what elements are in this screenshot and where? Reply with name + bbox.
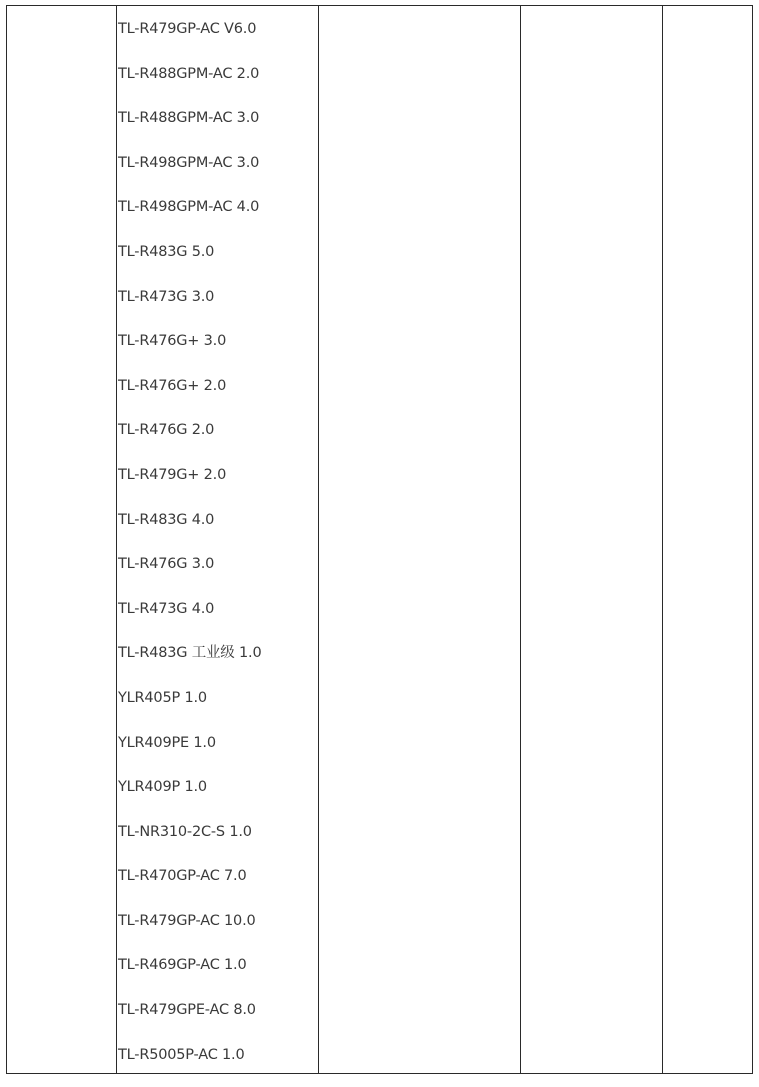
column-divider-2 [318,6,319,1073]
column-divider-3 [520,6,521,1073]
model-item: TL-NR310-2C-S 1.0 [118,823,252,840]
model-item: TL-R473G 4.0 [118,600,215,617]
model-item: TL-R483G 4.0 [118,511,215,528]
column-divider-4 [662,6,663,1073]
model-item: TL-R488GPM-AC 2.0 [118,65,260,82]
model-item: YLR409P 1.0 [118,779,207,796]
model-item: TL-R476G+ 3.0 [118,333,227,350]
model-item: TL-R476G 3.0 [118,556,215,573]
model-item: TL-R5005P-AC 1.0 [118,1046,245,1063]
model-item: TL-R479GPE-AC 8.0 [118,1002,256,1019]
model-list [118,17,261,1087]
model-item: TL-R473G 3.0 [118,288,215,305]
model-item: TL-R476G+ 2.0 [118,377,227,394]
model-item: YLR409PE 1.0 [118,734,216,751]
model-item: TL-R488GPM-AC 3.0 [118,110,260,127]
model-item: TL-R469GP-AC 1.0 [118,957,247,974]
model-item: TL-R498GPM-AC 4.0 [118,199,260,216]
model-item: TL-R483G 工业级 1.0 [118,645,262,662]
model-item: TL-R479G+ 2.0 [118,466,227,483]
model-item: TL-R476G 2.0 [118,422,215,439]
model-item: YLR405P 1.0 [118,689,207,706]
model-item: TL-R479GP-AC V6.0 [118,21,257,37]
model-item: TL-R479GP-AC 10.0 [118,912,256,929]
model-item: TL-R498GPM-AC 3.0 [118,154,260,171]
column-divider-1 [116,6,117,1073]
model-item: TL-R470GP-AC 7.0 [118,868,247,885]
model-item: TL-R483G 5.0 [118,243,215,260]
